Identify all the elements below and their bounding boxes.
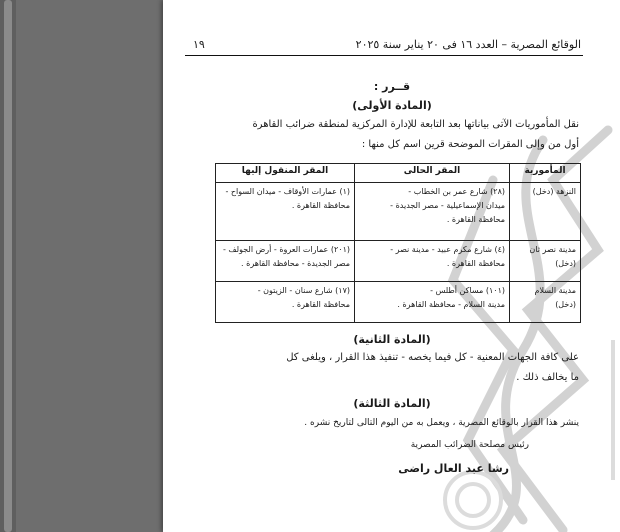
- signatory-role: رئيس مصلحة الضرائب المصرية: [410, 440, 529, 450]
- table-row: [216, 241, 581, 282]
- table-row: [216, 282, 581, 323]
- decision-title: قــرر :: [373, 80, 411, 93]
- current-cell: (٤) شارع مكرم عبيد - مدينة نصر - محافظة القاهرة .: [355, 241, 510, 282]
- new-cell: (١) عمارات الأوقاف - ميدان السواح - محافظة القاهرة .: [216, 183, 355, 241]
- article-2-heading: (المادة الثانية): [353, 333, 431, 346]
- article-2-line-2: ما يخالف ذلك .: [516, 372, 579, 383]
- document-page: [163, 0, 620, 532]
- page-number: ١٩: [193, 38, 205, 51]
- office-cell: مدينة نصر ثان (دخل): [510, 241, 581, 282]
- new-cell: (١٧) شارع سنان - الزيتون - محافظة القاهرة .: [216, 282, 355, 323]
- current-cell: (٢٨) شارع عمر بن الخطاب - ميدان الإسماعيلية - مصر الجديدة - محافظة القاهرة .: [355, 183, 510, 241]
- header-rule: [185, 55, 583, 56]
- current-cell: (١٠١) مساكن أطلس - مدينة السلام - محافظة القاهرة .: [355, 282, 510, 323]
- office-cell: مدينة السلام (دخل): [510, 282, 581, 323]
- col-header-current: المقر الحالى: [355, 164, 510, 183]
- col-header-new: المقر المنقول إليها: [216, 164, 355, 183]
- signatory-name: رشا عبد العال راضى: [398, 462, 509, 475]
- offices-table: [215, 163, 581, 323]
- article-1-line-1: نقل المأموريات الآتى بياناتها بعد التابعة للإدارة المركزية لمنطقة ضرائب القاهرة: [252, 119, 579, 130]
- article-1-heading: (المادة الأولى): [352, 99, 432, 112]
- office-cell: النزهة (دخل): [510, 183, 581, 241]
- article-1-line-2: أول من وإلى المقرات الموضحة قرين اسم كل منها :: [361, 139, 579, 150]
- scrollbar-thumb[interactable]: [4, 0, 12, 532]
- table-header-row: [216, 164, 581, 183]
- running-title: الوقائع المصرية – العدد ١٦ فى ٢٠ يناير سنة ٢٠٢٥: [355, 38, 581, 51]
- running-header: [193, 38, 581, 52]
- new-cell: (٢٠١) عمارات العروة - أرض الجولف - مصر الجديدة - محافظة القاهرة .: [216, 241, 355, 282]
- article-2-line-1: على كافة الجهات المعنية - كل فيما يخصه - تنفيذ هذا القرار ، ويلغى كل: [286, 352, 579, 363]
- vertical-scrollbar[interactable]: [0, 0, 16, 532]
- table-row: [216, 183, 581, 241]
- article-3-heading: (المادة الثالثة): [353, 397, 431, 410]
- article-3-line-1: ينشر هذا القرار بالوقائع المصرية ، ويعمل به من اليوم التالى لتاريخ نشره .: [304, 418, 579, 428]
- col-header-office: المأمورية: [510, 164, 581, 183]
